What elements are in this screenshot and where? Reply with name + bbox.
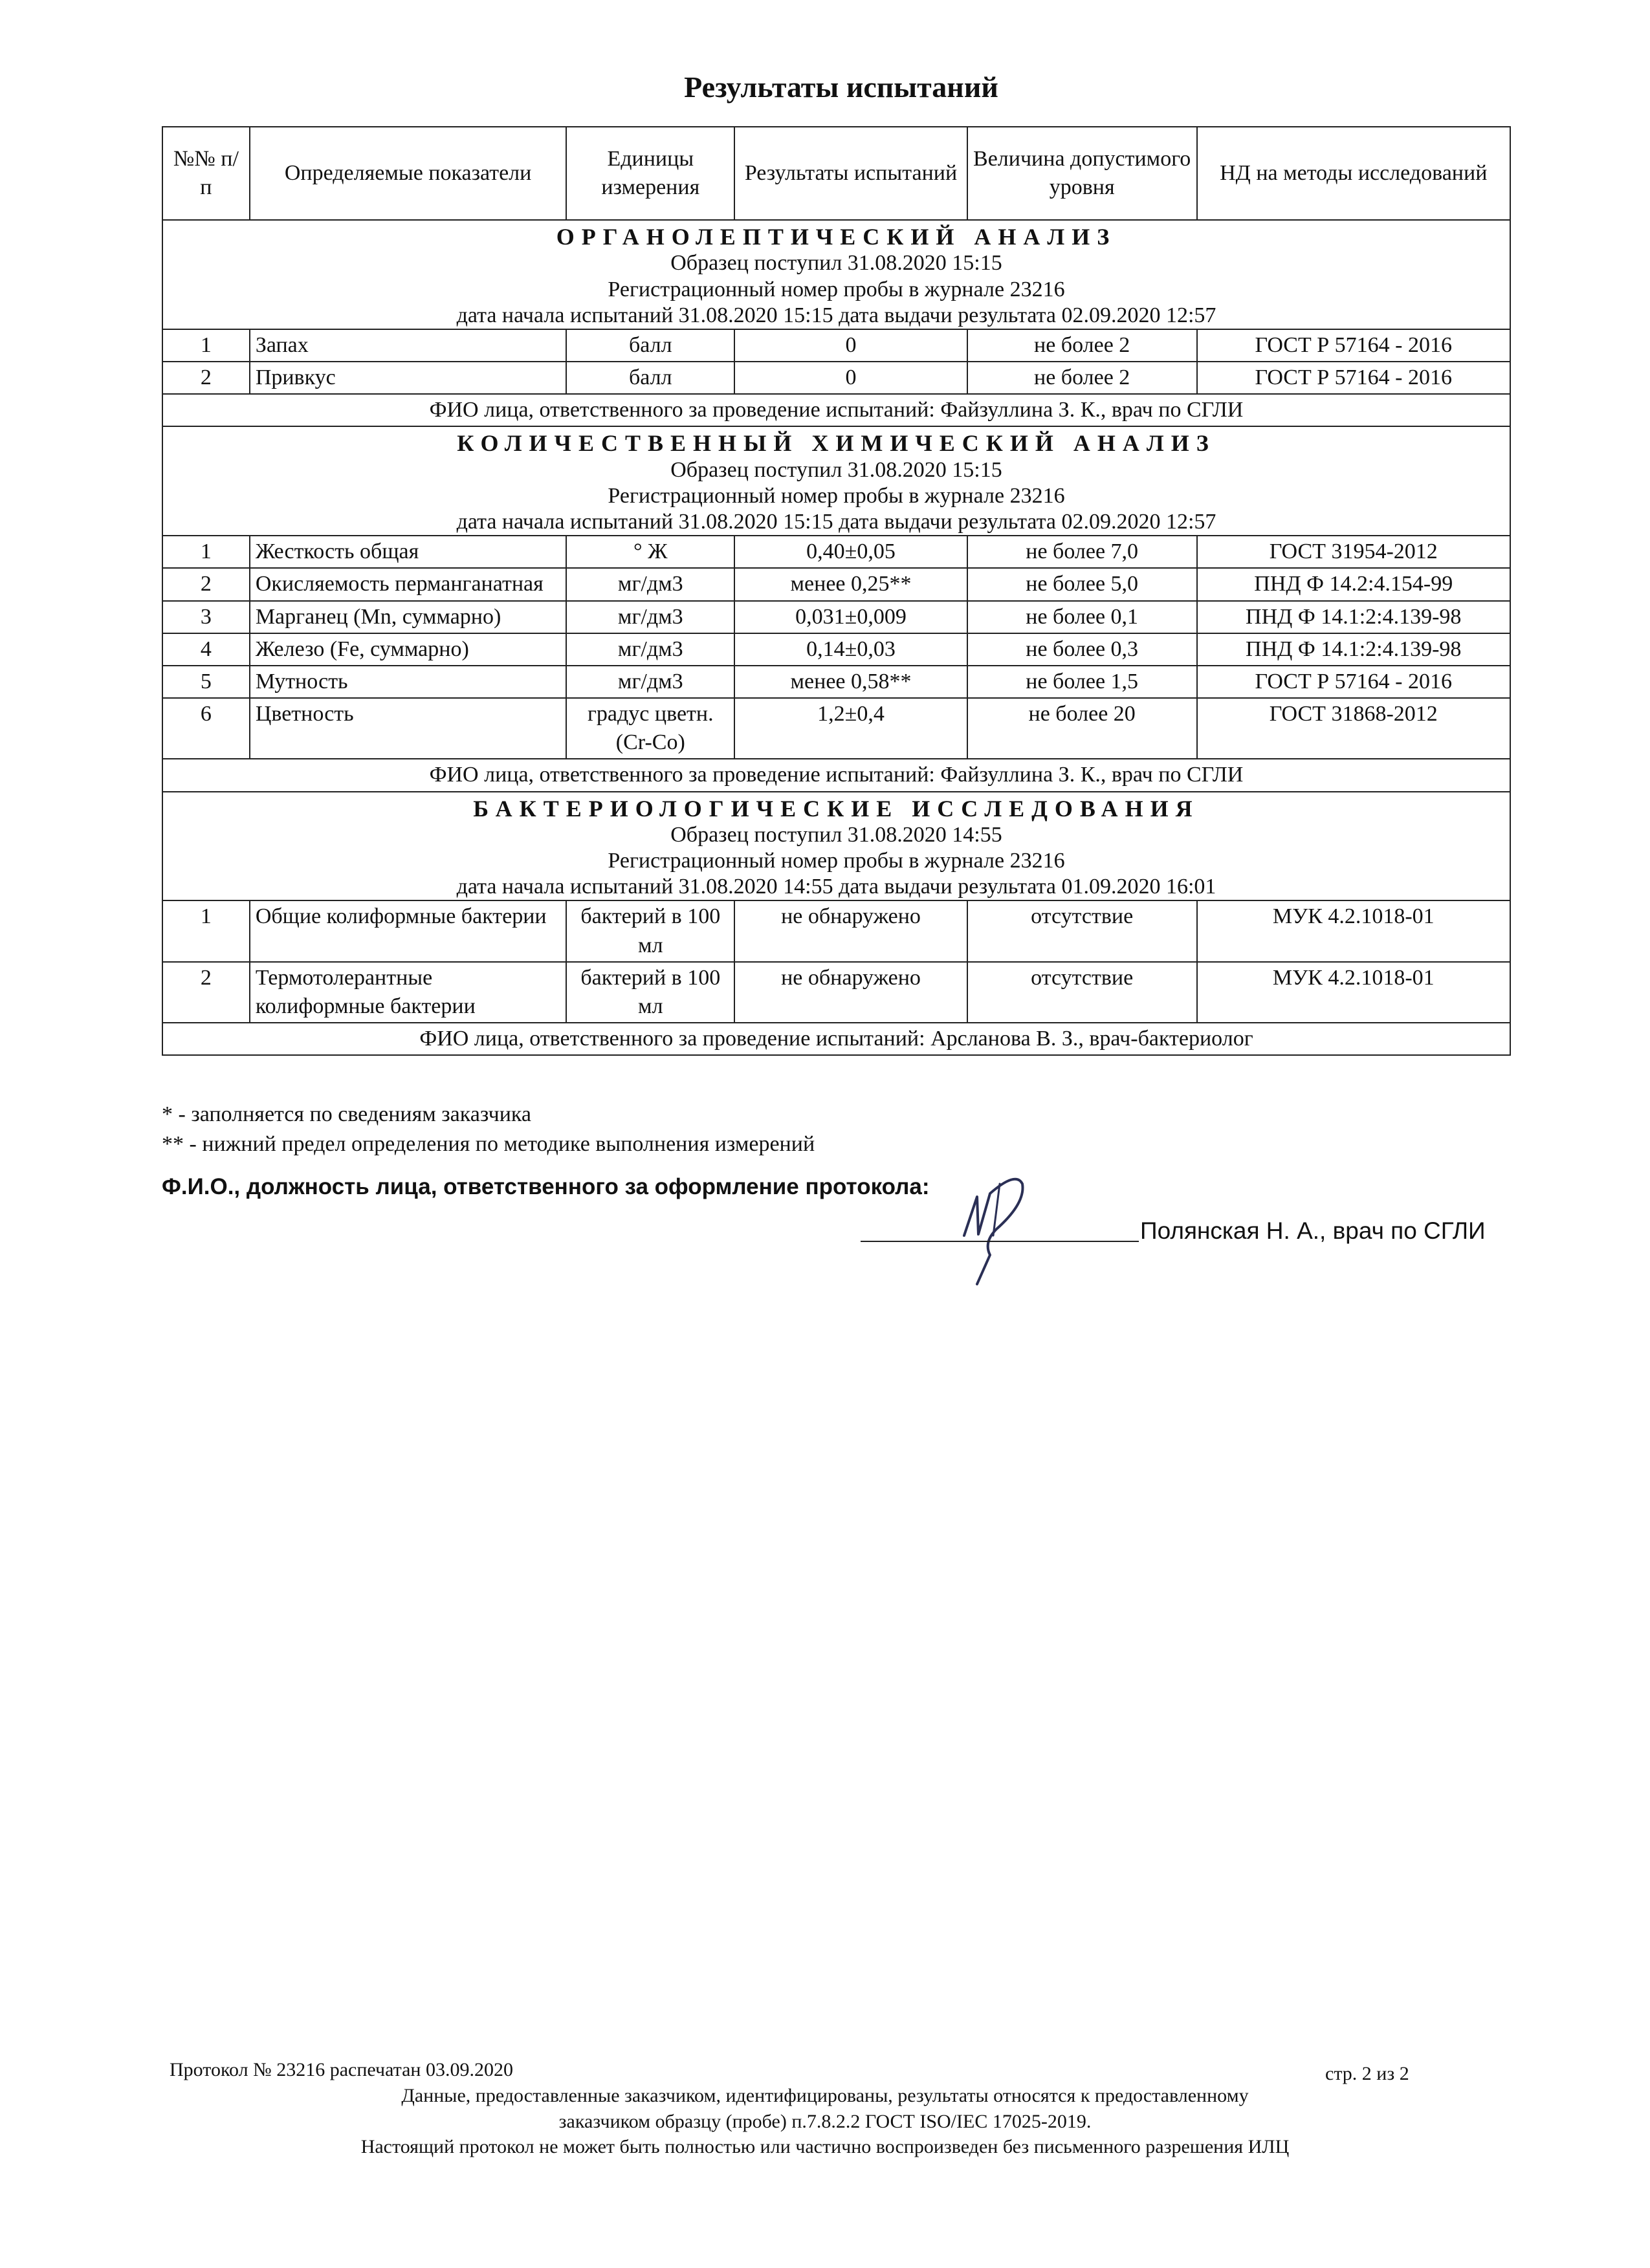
header-method: НД на методы исследований (1197, 127, 1511, 220)
row-number: 6 (162, 698, 250, 759)
footer-line: Данные, предоставленные заказчиком, идентифицированы, результаты относятся к предоставленному (401, 2085, 1249, 2106)
row-number: 2 (162, 962, 250, 1023)
row-method: МУК 4.2.1018-01 (1197, 900, 1511, 961)
row-indicator: Общие колиформные бактерии (250, 900, 567, 961)
row-indicator: Мутность (250, 666, 567, 698)
row-result: 0,40±0,05 (734, 536, 967, 568)
row-number: 1 (162, 536, 250, 568)
row-method: ГОСТ 31954-2012 (1197, 536, 1511, 568)
responsible-person: ФИО лица, ответственного за проведение испытаний: Арсланова В. З., врач-бактериолог (162, 1023, 1510, 1055)
row-method: ГОСТ Р 57164 - 2016 (1197, 666, 1511, 698)
row-number: 2 (162, 362, 250, 394)
registration-number: Регистрационный номер пробы в журнале 23216 (608, 277, 1065, 301)
row-result: не обнаружено (734, 962, 967, 1023)
signer-name: Полянская Н. А., врач по СГЛИ (1140, 1217, 1486, 1244)
row-indicator: Окисляемость перманганатная (250, 568, 567, 600)
row-limit: не более 0,3 (967, 633, 1197, 666)
row-method: ГОСТ Р 57164 - 2016 (1197, 329, 1511, 362)
section-header (162, 792, 1510, 901)
row-limit: не более 2 (967, 329, 1197, 362)
row-result: 0 (734, 362, 967, 394)
row-unit: бактерий в 100 мл (566, 900, 734, 961)
row-unit: мг/дм3 (566, 568, 734, 600)
footer-line: заказчиком образцу (пробе) п.7.8.2.2 ГОСТ ISO/IEC 17025-2019. (558, 2110, 1092, 2132)
row-method: ПНД Ф 14.1:2:4.139-98 (1197, 601, 1511, 633)
row-limit: не более 2 (967, 362, 1197, 394)
test-dates: дата начала испытаний 31.08.2020 14:55 дата выдачи результата 01.09.2020 16:01 (456, 875, 1216, 899)
row-indicator: Цветность (250, 698, 567, 759)
header-limit: Величина допустимого уровня (967, 127, 1197, 220)
row-result: менее 0,58** (734, 666, 967, 698)
signature-line (861, 1241, 1139, 1242)
row-unit: балл (566, 362, 734, 394)
row-method: ГОСТ Р 57164 - 2016 (1197, 362, 1511, 394)
row-indicator: Термотолерантные колиформные бактерии (250, 962, 567, 1023)
table-header-row (162, 127, 1510, 220)
registration-number: Регистрационный номер пробы в журнале 23216 (608, 849, 1065, 873)
row-unit: мг/дм3 (566, 666, 734, 698)
section-title: ОРГАНОЛЕПТИЧЕСКИЙ АНАЛИЗ (556, 224, 1117, 250)
row-result: 0,14±0,03 (734, 633, 967, 666)
row-result: не обнаружено (734, 900, 967, 961)
row-unit: градус цветн.(Cr-Co) (566, 698, 734, 759)
row-result: 0 (734, 329, 967, 362)
table-row (162, 568, 1510, 600)
row-number: 1 (162, 329, 250, 362)
row-number: 1 (162, 900, 250, 961)
row-result: 1,2±0,4 (734, 698, 967, 759)
row-indicator: Привкус (250, 362, 567, 394)
table-row (162, 900, 1510, 961)
page-number: стр. 2 из 2 (1325, 2063, 1409, 2084)
header-indicator: Определяемые показатели (250, 127, 567, 220)
test-dates: дата начала испытаний 31.08.2020 15:15 дата выдачи результата 02.09.2020 12:57 (456, 303, 1216, 327)
responsible-person: ФИО лица, ответственного за проведение испытаний: Файзуллина З. К., врач по СГЛИ (162, 759, 1510, 791)
row-number: 3 (162, 601, 250, 633)
sample-received: Образец поступил 31.08.2020 15:15 (670, 251, 1002, 276)
table-row (162, 962, 1510, 1023)
row-result: менее 0,25** (734, 568, 967, 600)
row-unit: бактерий в 100 мл (566, 962, 734, 1023)
row-number: 2 (162, 568, 250, 600)
footnotes (162, 1100, 815, 1159)
section-header (162, 426, 1510, 536)
table-row (162, 329, 1510, 362)
row-result: 0,031±0,009 (734, 601, 967, 633)
row-unit: мг/дм3 (566, 633, 734, 666)
row-unit: мг/дм3 (566, 601, 734, 633)
table-row (162, 536, 1510, 568)
test-dates: дата начала испытаний 31.08.2020 15:15 дата выдачи результата 02.09.2020 12:57 (456, 510, 1216, 534)
row-unit: балл (566, 329, 734, 362)
protocol-info: Протокол № 23216 распечатан 03.09.2020 (170, 2059, 513, 2080)
row-limit: не более 1,5 (967, 666, 1197, 698)
row-method: ПНД Ф 14.2:4.154-99 (1197, 568, 1511, 600)
responsible-person: ФИО лица, ответственного за проведение испытаний: Файзуллина З. К., врач по СГЛИ (162, 394, 1510, 426)
table-row (162, 698, 1510, 759)
row-limit: отсутствие (967, 900, 1197, 961)
section-title: КОЛИЧЕСТВЕННЫЙ ХИМИЧЕСКИЙ АНАЛИЗ (457, 430, 1216, 457)
row-limit: не более 20 (967, 698, 1197, 759)
row-limit: не более 5,0 (967, 568, 1197, 600)
footnote: ** - нижний предел определения по методике выполнения измерений (162, 1131, 815, 1156)
table-row (162, 666, 1510, 698)
footnote: * - заполняется по сведениям заказчика (162, 1102, 532, 1126)
row-indicator: Жесткость общая (250, 536, 567, 568)
sample-received: Образец поступил 31.08.2020 14:55 (670, 823, 1002, 847)
row-number: 4 (162, 633, 250, 666)
table-row (162, 601, 1510, 633)
results-table (162, 126, 1511, 1056)
row-unit: ° Ж (566, 536, 734, 568)
section-bacteriological (162, 792, 1510, 1056)
row-limit: отсутствие (967, 962, 1197, 1023)
row-number: 5 (162, 666, 250, 698)
row-method: МУК 4.2.1018-01 (1197, 962, 1511, 1023)
section-chemical (162, 426, 1510, 791)
table-row (162, 362, 1510, 394)
section-header (162, 220, 1510, 329)
header-result: Результаты испытаний (734, 127, 967, 220)
page-title: Результаты испытаний (684, 71, 998, 104)
sample-received: Образец поступил 31.08.2020 15:15 (670, 457, 1002, 482)
header-number: №№ п/п (162, 127, 250, 220)
row-indicator: Марганец (Mn, суммарно) (250, 601, 567, 633)
registration-number: Регистрационный номер пробы в журнале 23216 (608, 483, 1065, 508)
header-unit: Единицы измерения (566, 127, 734, 220)
row-indicator: Запах (250, 329, 567, 362)
row-method: ГОСТ 31868-2012 (1197, 698, 1511, 759)
table-row (162, 633, 1510, 666)
footer-disclaimer (0, 2083, 1650, 2160)
responsible-label: Ф.И.О., должность лица, ответственного за оформление протокола: (162, 1174, 930, 1199)
row-indicator: Железо (Fe, суммарно) (250, 633, 567, 666)
section-title: БАКТЕРИОЛОГИЧЕСКИЕ ИССЛЕДОВАНИЯ (473, 795, 1200, 822)
footer-line: Настоящий протокол не может быть полностью или частично воспроизведен без письменного разрешения ИЛЦ (360, 2136, 1290, 2158)
section-organoleptic (162, 220, 1510, 426)
row-limit: не более 7,0 (967, 536, 1197, 568)
row-limit: не более 0,1 (967, 601, 1197, 633)
handwritten-signature (938, 1158, 1055, 1287)
row-method: ПНД Ф 14.1:2:4.139-98 (1197, 633, 1511, 666)
